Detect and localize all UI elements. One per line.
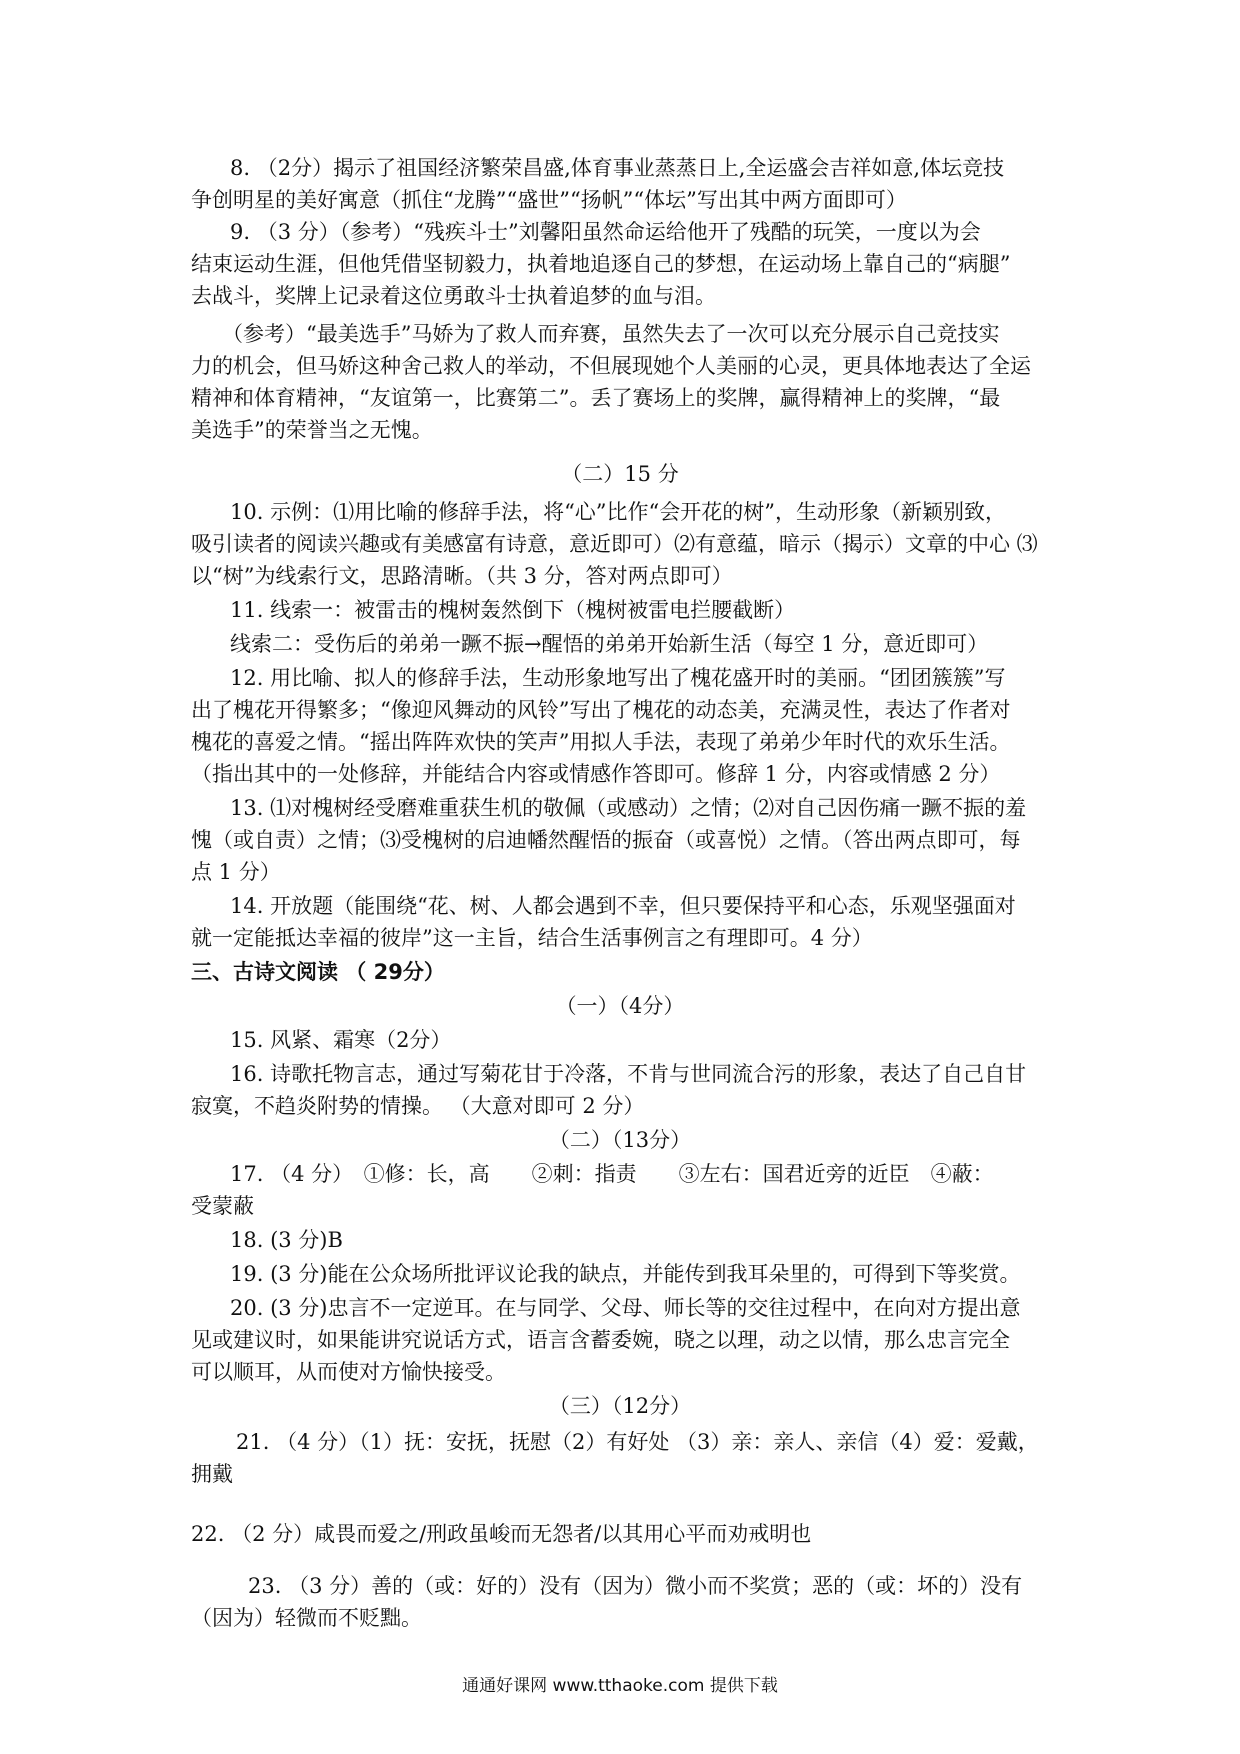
footer-watermark: 通通好课网 www.tthaoke.com 提供下载: [462, 1676, 778, 1696]
text-line: 去战斗，奖牌上记录着这位勇敢斗士执着追梦的血与泪。: [191, 284, 716, 308]
text-line: 20. (3 分)忠言不一定逆耳。在与同学、父母、师长等的交往过程中，在向对方提出意: [230, 1296, 1021, 1320]
text-line: 就一定能抵达幸福的彼岸”这一主旨，结合生活事例言之有理即可。4 分）: [191, 926, 873, 950]
text-line: 16. 诗歌托物言志，通过写菊花甘于冷落，不肯与世同流合污的形象，表达了自己自甘: [230, 1062, 1027, 1086]
section-heading: （二）（13分）: [548, 1128, 692, 1152]
text-line: 线索二：受伤后的弟弟一蹶不振→醒悟的弟弟开始新生活（每空 1 分，意近即可）: [230, 632, 989, 656]
text-line: （参考）“最美选手”马娇为了救人而弃赛，虽然失去了一次可以充分展示自己竞技实: [222, 322, 1000, 346]
text-line: （指出其中的一处修辞，并能结合内容或情感作答即可。修辞 1 分，内容或情感 2 分）: [191, 762, 1001, 786]
text-line: 13. ⑴对槐树经受磨难重获生机的敬佩（或感动）之情；⑵对自己因伤痛一蹶不振的羞: [230, 796, 1027, 820]
text-line: 受蒙蔽: [191, 1194, 254, 1218]
text-line: 14. 开放题（能围绕“花、树、人都会遇到不幸，但只要保持平和心态，乐观坚强面对: [230, 894, 1016, 918]
text-line: 21. （4 分）（1）抚：安抚，抚慰（2）有好处 （3）亲：亲人、亲信（4）爱：爱戴，: [236, 1430, 1039, 1454]
text-line: 出了槐花开得繁多；“像迎风舞动的风铃”写出了槐花的动态美，充满灵性，表达了作者对: [191, 698, 1011, 722]
text-line: 10. 示例：⑴用比喻的修辞手法，将“心”比作“会开花的树”，生动形象（新颖别致，: [230, 500, 1007, 524]
text-line: 点 1 分）: [191, 860, 281, 884]
text-line: 19. (3 分)能在公众场所批评议论我的缺点，并能传到我耳朵里的，可得到下等奖赏。: [230, 1262, 1021, 1286]
text-line: 22. （2 分）咸畏而爱之/刑政虽峻而无怨者/以其用心平而劝戒明也: [191, 1522, 812, 1546]
section-heading: （一）（4分）: [555, 994, 685, 1018]
text-line: 9. （3 分）（参考）“残疾斗士”刘馨阳虽然命运给他开了残酷的玩笑，一度以为会: [230, 220, 981, 244]
section-heading: （三）（12分）: [548, 1394, 692, 1418]
text-line: 以“树”为线索行文，思路清晰。（共 3 分，答对两点即可）: [191, 564, 733, 588]
text-line: 寂寞，不趋炎附势的情操。 （大意对即可 2 分）: [191, 1094, 645, 1118]
part-heading: 三、古诗文阅读 （ 29分）: [191, 960, 445, 984]
text-line: 吸引读者的阅读兴趣或有美感富有诗意，意近即可）⑵有意蕴，暗示（揭示）文章的中心 ⑶: [191, 532, 1038, 556]
text-line: 8. （2分）揭示了祖国经济繁荣昌盛,体育事业蒸蒸日上,全运盛会吉祥如意,体坛竞技: [230, 156, 1005, 180]
section-heading: （二）15 分: [561, 462, 679, 486]
text-line: 精神和体育精神，“友谊第一，比赛第二”。丢了赛场上的奖牌，赢得精神上的奖牌，“最: [191, 386, 1001, 410]
text-line: 17. （4 分） ①修：长，高 ②刺：指责 ③左右：国君近旁的近臣 ④蔽：: [230, 1162, 994, 1186]
text-line: 见或建议时，如果能讲究说话方式，语言含蓄委婉，晓之以理，动之以情，那么忠言完全: [191, 1328, 1010, 1352]
text-line: 18. (3 分)B: [230, 1228, 343, 1252]
text-line: 23. （3 分）善的（或：好的）没有（因为）微小而不奖赏；恶的（或：坏的）没有: [248, 1574, 1023, 1598]
text-line: 槐花的喜爱之情。“摇出阵阵欢快的笑声”用拟人手法，表现了弟弟少年时代的欢乐生活。: [191, 730, 1011, 754]
text-line: 11. 线索一：被雷击的槐树轰然倒下（槐树被雷电拦腰截断）: [230, 598, 796, 622]
text-line: 12. 用比喻、拟人的修辞手法，生动形象地写出了槐花盛开时的美丽。“团团簇簇”写: [230, 666, 1006, 690]
text-line: 15. 风紧、霜寒（2分）: [230, 1028, 452, 1052]
text-line: 争创明星的美好寓意（抓住“龙腾”“盛世”“扬帆”“体坛”写出其中两方面即可）: [191, 188, 907, 212]
text-line: 可以顺耳，从而使对方愉快接受。: [191, 1360, 506, 1384]
text-line: 美选手”的荣誉当之无愧。: [191, 418, 433, 442]
text-line: 结束运动生涯，但他凭借坚韧毅力，执着地追逐自己的梦想，在运动场上靠自己的“病腿”: [191, 252, 1011, 276]
text-line: 愧（或自责）之情；⑶受槐树的启迪幡然醒悟的振奋（或喜悦）之情。（答出两点即可，每: [191, 828, 1021, 852]
text-line: （因为）轻微而不贬黜。: [191, 1606, 422, 1630]
text-line: 拥戴: [191, 1462, 233, 1486]
text-line: 力的机会，但马娇这种舍己救人的举动，不但展现她个人美丽的心灵，更具体地表达了全运: [191, 354, 1031, 378]
